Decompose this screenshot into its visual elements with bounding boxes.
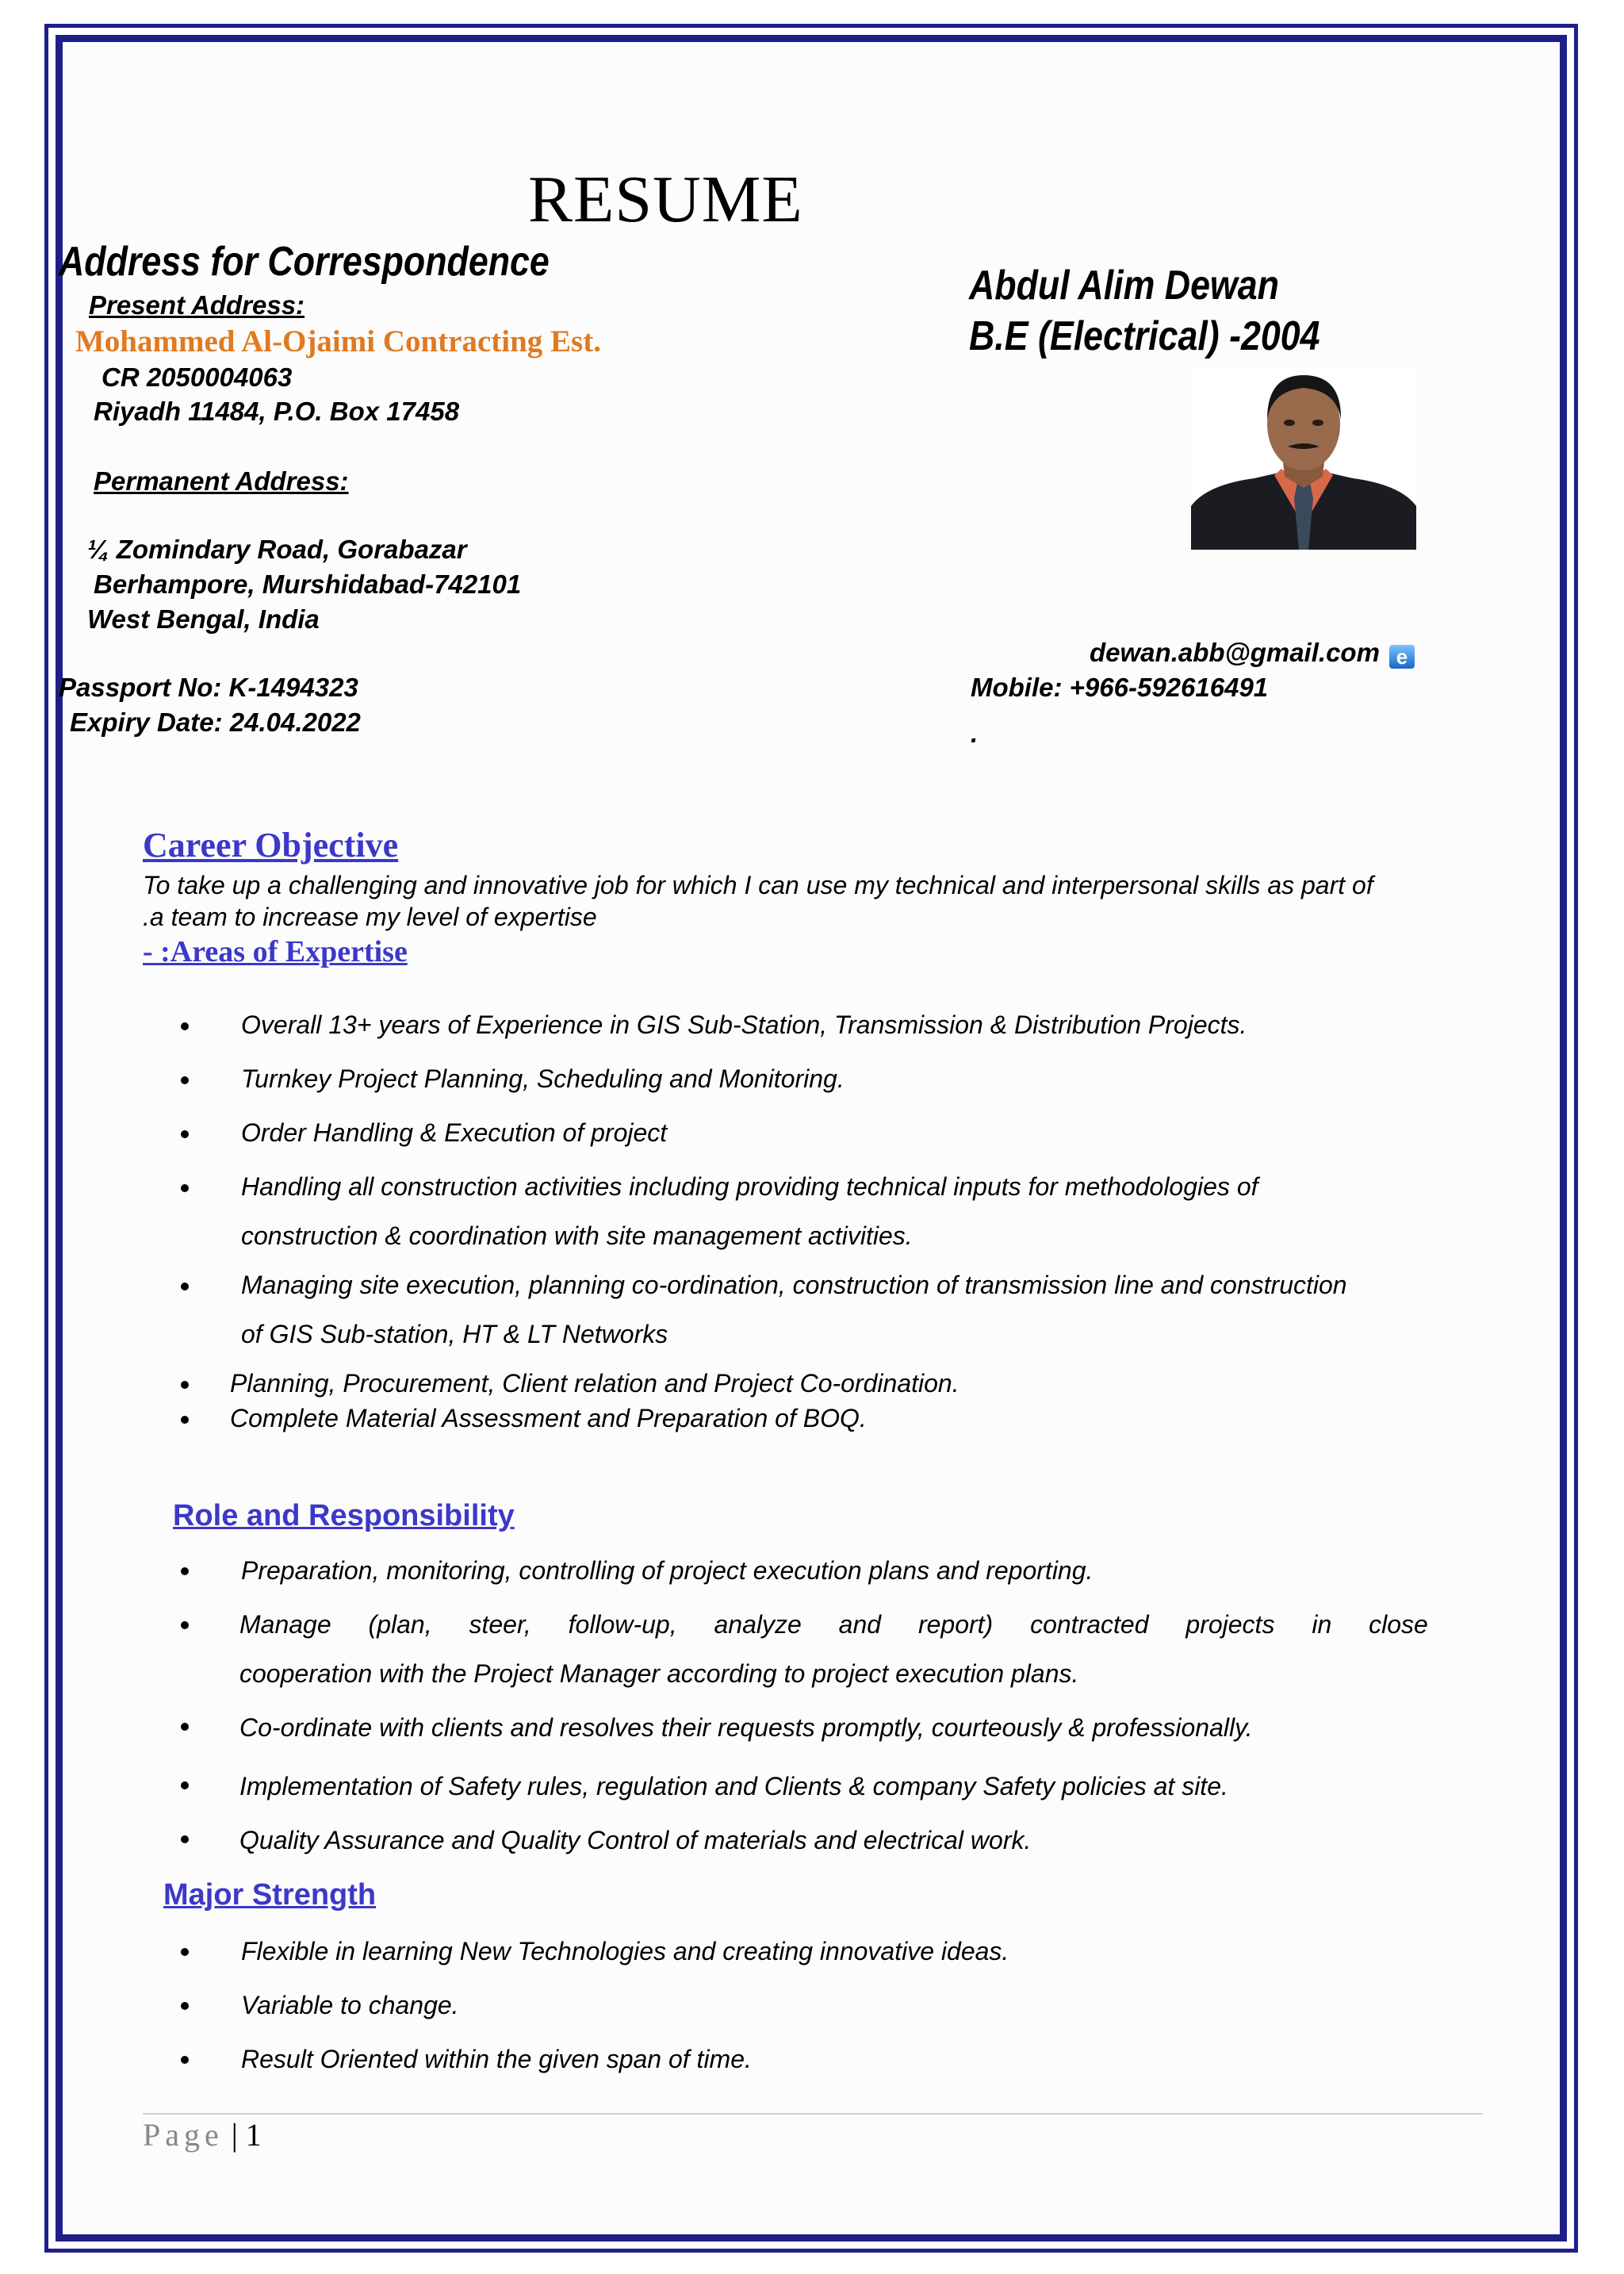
bullet-icon — [181, 1723, 189, 1731]
career-objective-line-2: .a team to increase my level of expertise — [143, 903, 597, 931]
bullet-icon — [181, 1184, 189, 1192]
expertise-item: Order Handling & Execution of project — [241, 1118, 668, 1147]
bullet-icon — [181, 2056, 189, 2064]
bullet-icon — [181, 1416, 189, 1424]
bullet-icon — [181, 1130, 189, 1138]
strength-item: Flexible in learning New Technologies and creating innovative ideas. — [241, 1937, 1009, 1965]
strength-item: Variable to change. — [241, 1991, 459, 2019]
cr-number: CR 2050004063 — [102, 362, 293, 392]
profile-photo — [1191, 367, 1416, 550]
permanent-address-label: Permanent Address: — [94, 466, 349, 496]
bullet-icon — [181, 1381, 189, 1389]
email-address[interactable] — [1090, 638, 1415, 669]
career-objective-line-1: To take up a challenging and innovative job for which I can use my technical and interpersonal skills as part of — [143, 871, 1373, 899]
bullet-icon — [181, 1781, 189, 1789]
expertise-item: Handling all construction activities including providing technical inputs for methodologies of — [241, 1172, 1258, 1201]
company-name: Mohammed Al-Ojaimi Contracting Est. — [75, 324, 601, 359]
footer-divider — [143, 2113, 1483, 2115]
page-number: 1 — [245, 2117, 262, 2153]
email-text[interactable]: dewan.abb@gmail.com — [1090, 638, 1380, 667]
bullet-icon — [181, 1022, 189, 1030]
bullet-icon — [181, 1283, 189, 1290]
trailing-dot: . — [971, 719, 979, 748]
page-separator: | — [223, 2117, 246, 2153]
bullet-icon — [181, 1835, 189, 1843]
mobile-number: Mobile: +966-592616491 — [971, 673, 1269, 702]
present-city: Riyadh 11484, P.O. Box 17458 — [94, 397, 460, 426]
passport-expiry: Expiry Date: 24.04.2022 — [70, 708, 361, 737]
candidate-degree: B.E (Electrical) -2004 — [969, 313, 1320, 359]
resume-title: RESUME — [528, 163, 803, 236]
permanent-line-1: ¼ Zomindary Road, Gorabazar — [87, 535, 467, 564]
role-heading: Role and Responsibility — [173, 1499, 515, 1532]
expertise-item: Planning, Procurement, Client relation and Project Co-ordination. — [230, 1369, 959, 1398]
bullet-icon — [181, 2002, 189, 2010]
expertise-item-continued: of GIS Sub-station, HT & LT Networks — [241, 1320, 668, 1348]
page-label: Page — [143, 2117, 224, 2153]
permanent-line-2: Berhampore, Murshidabad-742101 — [94, 569, 522, 599]
role-item: Preparation, monitoring, controlling of project execution plans and reporting. — [241, 1556, 1094, 1585]
expertise-item: Managing site execution, planning co-ordination, construction of transmission line and construction — [241, 1271, 1347, 1299]
areas-of-expertise-heading: - :Areas of Expertise — [143, 935, 408, 968]
major-strength-heading: Major Strength — [163, 1878, 377, 1912]
permanent-line-3: West Bengal, India — [87, 604, 320, 634]
role-item: Co-ordinate with clients and resolves their requests promptly, courteously & professionally. — [239, 1713, 1253, 1742]
correspondence-heading: Address for Correspondence — [59, 239, 550, 285]
expertise-item-continued: construction & coordination with site management activities. — [241, 1221, 913, 1250]
expertise-item: Turnkey Project Planning, Scheduling and Monitoring. — [241, 1064, 845, 1093]
internet-explorer-icon: e — [1389, 645, 1415, 669]
expertise-item: Overall 13+ years of Experience in GIS Sub-Station, Transmission & Distribution Projects. — [241, 1010, 1247, 1039]
expertise-item: Complete Material Assessment and Preparation of BOQ. — [230, 1404, 867, 1432]
role-item-continued: cooperation with the Project Manager according to project execution plans. — [239, 1659, 1079, 1688]
bullet-icon — [181, 1076, 189, 1084]
passport-number: Passport No: K-1494323 — [59, 673, 358, 702]
candidate-name: Abdul Alim Dewan — [969, 263, 1279, 309]
role-item: Quality Assurance and Quality Control of materials and electrical work. — [239, 1826, 1032, 1854]
page-footer — [143, 2116, 262, 2153]
role-item: Manage (plan, steer, follow-up, analyze and report) contracted projects in close — [239, 1610, 1428, 1639]
career-objective-heading: Career Objective — [143, 826, 399, 865]
strength-item: Result Oriented within the given span of time. — [241, 2045, 752, 2073]
bullet-icon — [181, 1948, 189, 1956]
present-address-label: Present Address: — [89, 290, 305, 320]
bullet-icon — [181, 1621, 189, 1629]
role-item: Implementation of Safety rules, regulation and Clients & company Safety policies at site. — [239, 1772, 1228, 1800]
bullet-icon — [181, 1567, 189, 1575]
